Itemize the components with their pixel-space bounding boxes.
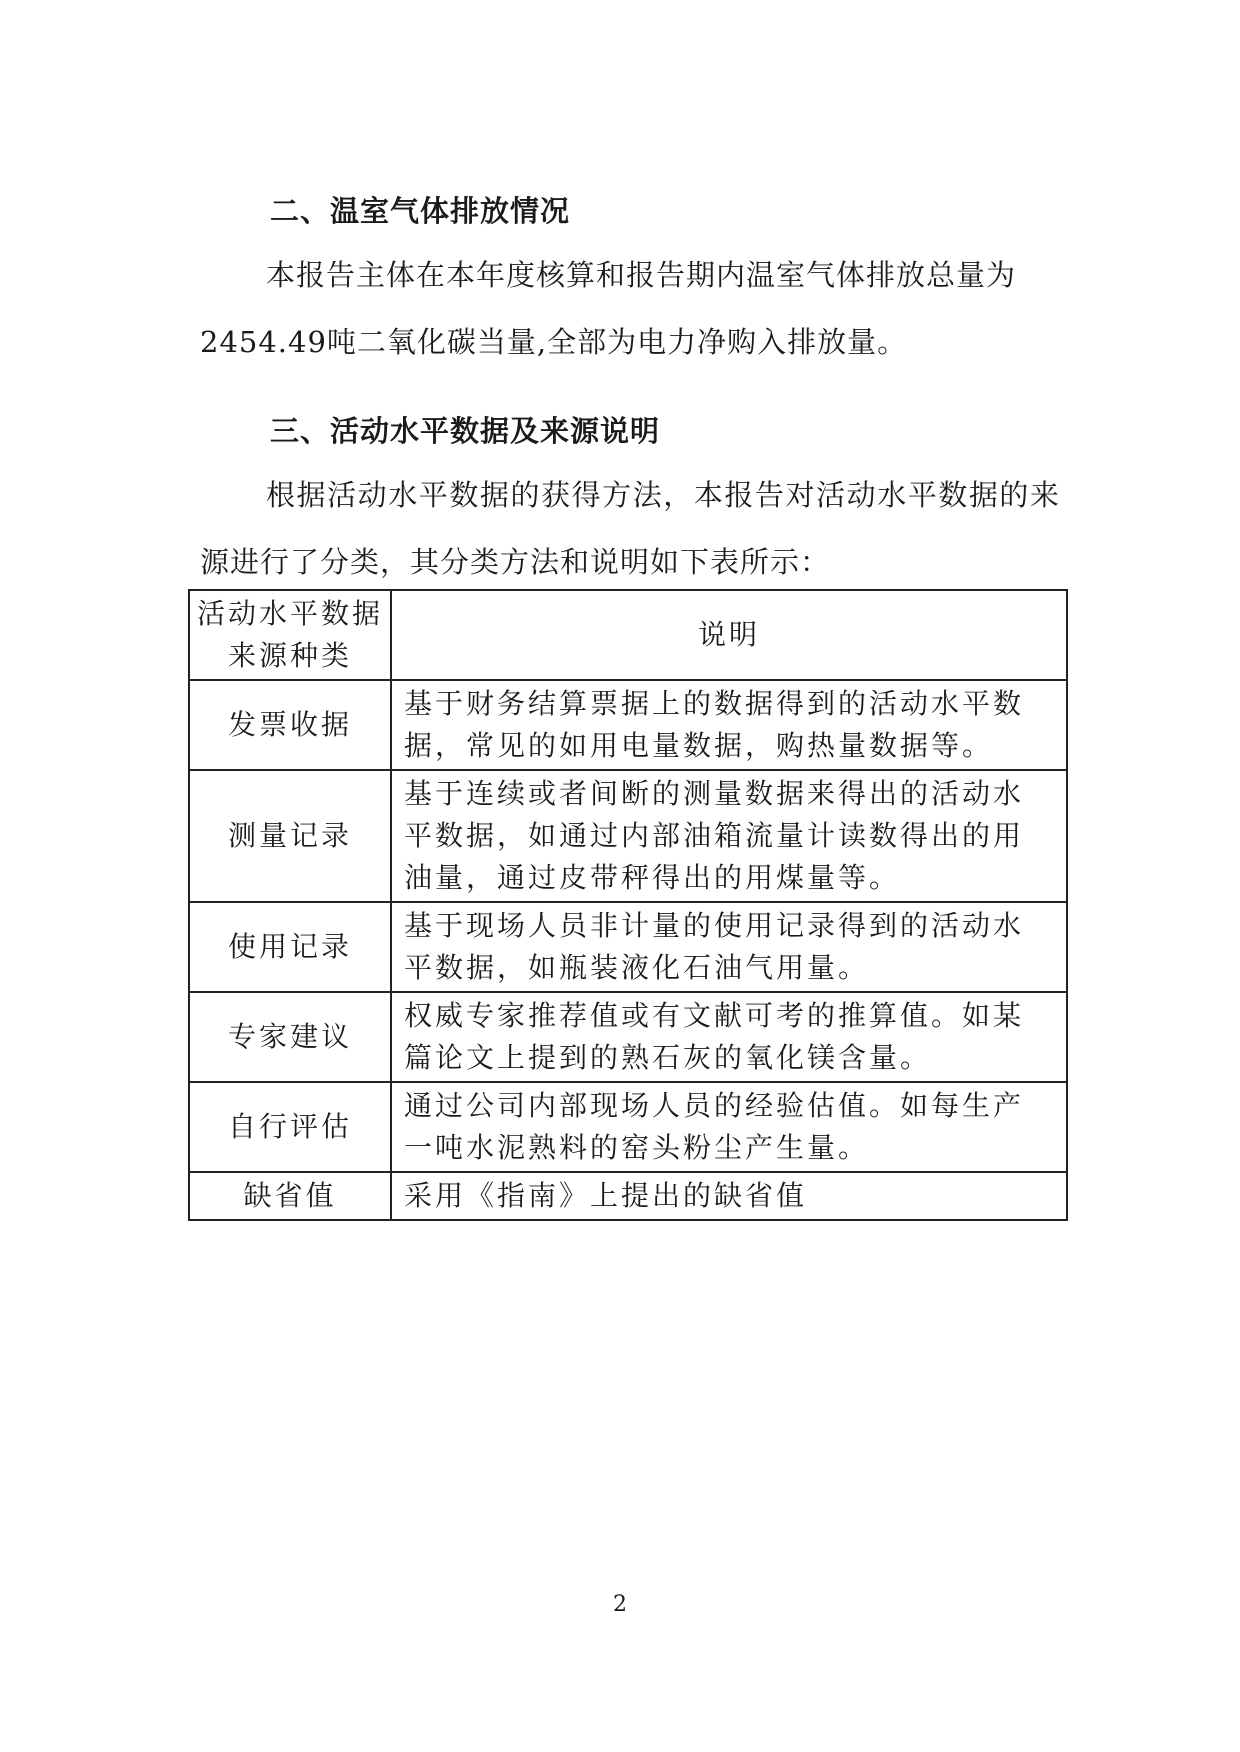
table-row — [189, 1082, 1067, 1172]
row-description: 权威专家推荐值或有文献可考的推算值。如某篇论文上提到的熟石灰的氧化镁含量。 — [391, 992, 1067, 1082]
section-2-paragraph: 本报告主体在本年度核算和报告期内温室气体排放总量为2454.49吨二氧化碳当量,全部为电力净购入排放量。 — [200, 258, 1017, 359]
page-number: 2 — [613, 1592, 627, 1617]
row-description: 采用《指南》上提出的缺省值 — [391, 1172, 1067, 1220]
table-row — [189, 770, 1067, 902]
row-source-type: 专家建议 — [189, 992, 391, 1082]
row-description: 基于连续或者间断的测量数据来得出的活动水平数据，如通过内部油箱流量计读数得出的用油量，通过皮带秤得出的用煤量等。 — [391, 770, 1067, 902]
row-description: 通过公司内部现场人员的经验估值。如每生产一吨水泥熟料的窑头粉尘产生量。 — [391, 1082, 1067, 1172]
table-row — [189, 680, 1067, 770]
row-source-type: 缺省值 — [189, 1172, 391, 1220]
row-source-type: 测量记录 — [189, 770, 391, 902]
row-source-type: 发票收据 — [189, 680, 391, 770]
section-2-heading: 二、温室气体排放情况 — [270, 194, 571, 228]
table-row — [189, 902, 1067, 992]
table-row — [189, 1172, 1067, 1220]
row-description: 基于财务结算票据上的数据得到的活动水平数据，常见的如用电量数据，购热量数据等。 — [391, 680, 1067, 770]
row-source-type: 自行评估 — [189, 1082, 391, 1172]
section-3-paragraph: 根据活动水平数据的获得方法，本报告对活动水平数据的来源进行了分类，其分类方法和说明如下表所示： — [200, 478, 1060, 579]
data-source-table — [188, 589, 1068, 1221]
section-3-heading: 三、活动水平数据及来源说明 — [270, 414, 661, 448]
table-header-row — [189, 590, 1067, 680]
header-description: 说明 — [391, 590, 1067, 680]
row-description: 基于现场人员非计量的使用记录得到的活动水平数据，如瓶装液化石油气用量。 — [391, 902, 1067, 992]
table-row — [189, 992, 1067, 1082]
row-source-type: 使用记录 — [189, 902, 391, 992]
header-source-type: 活动水平数据来源种类 — [189, 590, 391, 680]
